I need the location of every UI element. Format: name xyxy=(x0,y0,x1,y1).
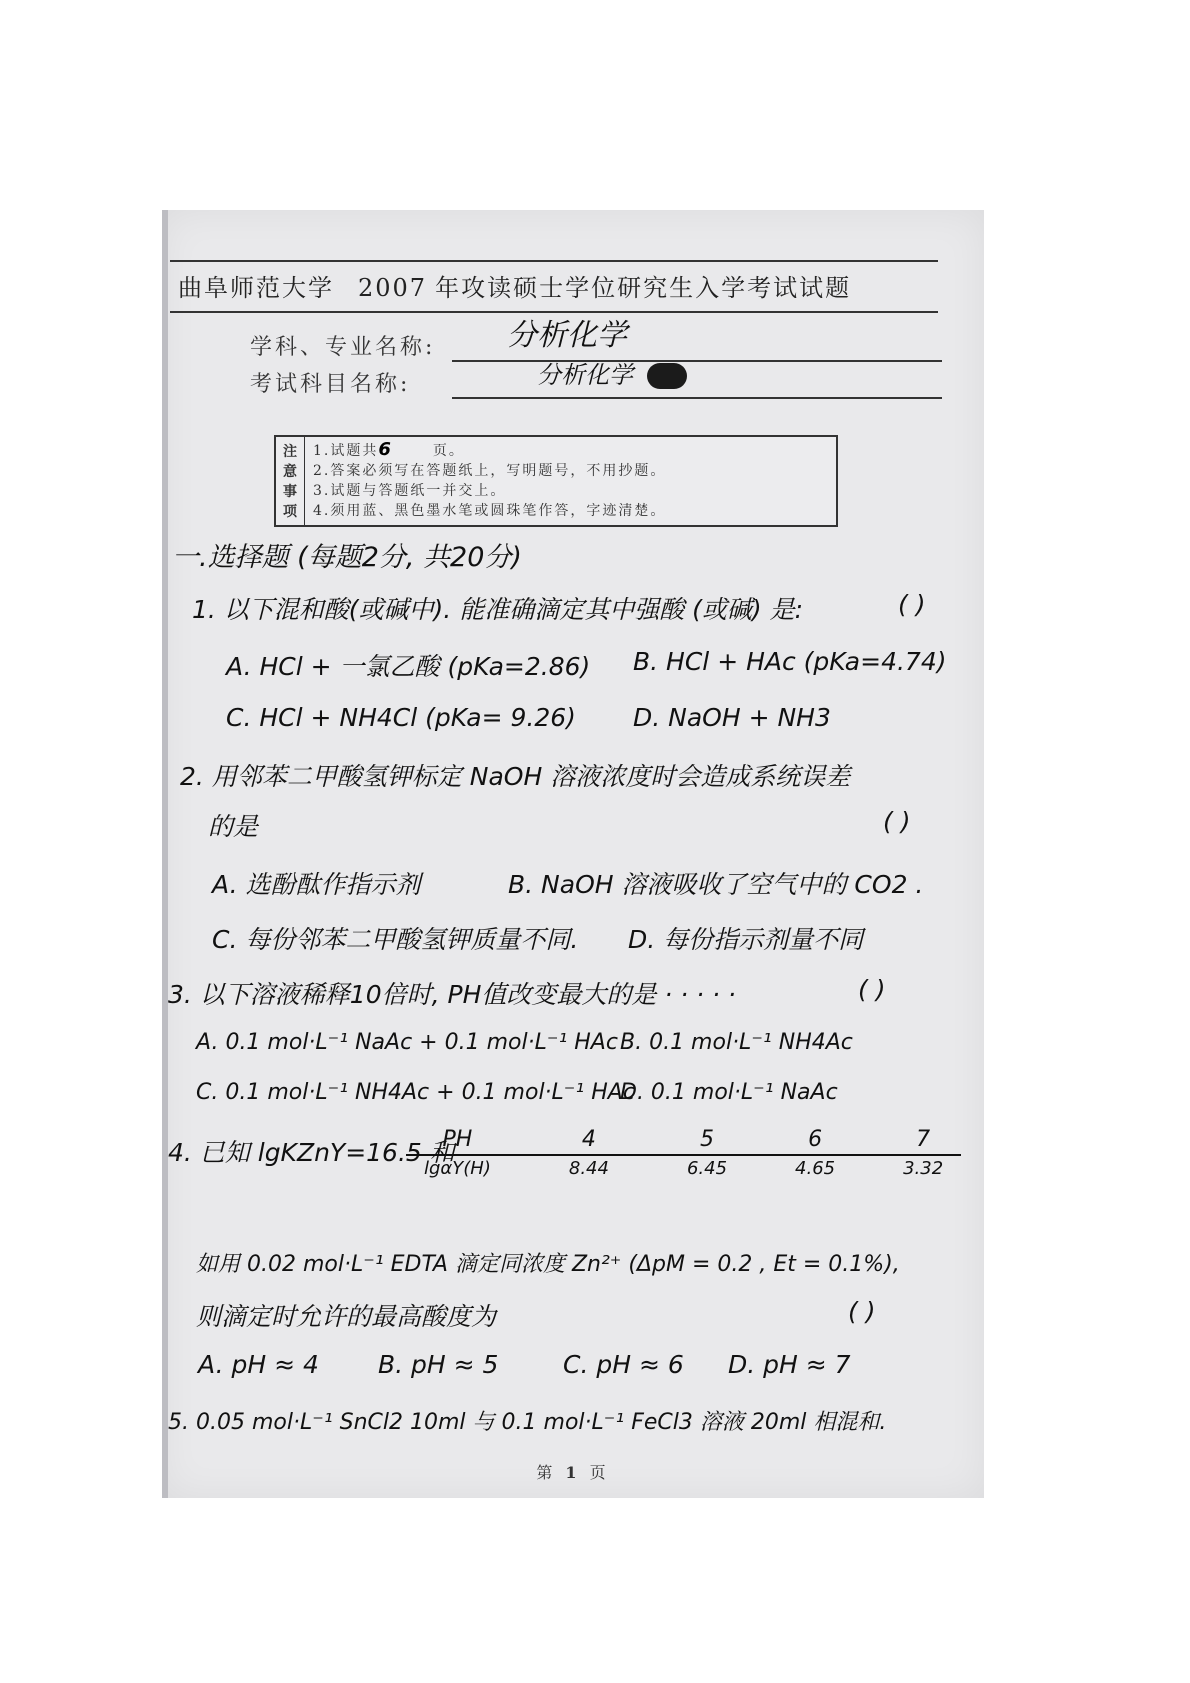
note-item-1 xyxy=(313,440,828,461)
q4-table-value-cell: lgαY(H) xyxy=(424,1158,491,1179)
q4-table-head-row xyxy=(406,1125,961,1155)
section-title: 一.选择题 (每题2分, 共20分) xyxy=(172,542,522,573)
q4-answer-paren: ( ) xyxy=(848,1297,876,1326)
q2-option-b: B. NaOH 溶液吸收了空气中的 CO2 . xyxy=(508,870,924,899)
q4-table-value-cell: 3.32 xyxy=(903,1158,944,1179)
q3-answer-paren: ( ) xyxy=(858,975,886,1004)
q2-answer-paren: ( ) xyxy=(883,807,911,836)
q2-stem-line2: 的是 xyxy=(208,812,259,841)
university-name: 曲阜师范大学 xyxy=(178,274,334,302)
notes-items xyxy=(305,437,836,525)
exam-sheet xyxy=(162,210,984,1498)
notes-label-char: 意 xyxy=(283,464,297,480)
sheet-edge xyxy=(162,210,168,1498)
q4-line2: 如用 0.02 mol·L⁻¹ EDTA 滴定同浓度 Zn²⁺ (ΔpM = 0.2 , Et = 0.1%), xyxy=(196,1252,900,1277)
q3-option-c: C. 0.1 mol·L⁻¹ NH4Ac + 0.1 mol·L⁻¹ HAc xyxy=(196,1080,635,1105)
note-item-3: 3.试题与答题纸一并交上。 xyxy=(313,483,507,499)
note-1-count: 6 xyxy=(378,439,393,460)
subject-value: 分析化学 xyxy=(537,361,633,389)
exam-header xyxy=(170,260,938,313)
note-item-4: 4.须用蓝、黑色墨水笔或圆珠笔作答，字迹清楚。 xyxy=(313,503,667,519)
q2-stem-line1: 2. 用邻苯二甲酸氢钾标定 NaOH 溶液浓度时会造成系统误差 xyxy=(180,762,851,791)
q2-option-c: C. 每份邻苯二甲酸氢钾质量不同. xyxy=(212,925,579,954)
exam-title: 年攻读硕士学位研究生入学考试试题 xyxy=(435,274,852,302)
q4-option-b: B. pH ≈ 5 xyxy=(378,1350,499,1379)
major-value: 分析化学 xyxy=(507,318,627,353)
footer-prefix: 第 xyxy=(536,1463,557,1482)
q1-option-c: C. HCl + NH4Cl (pKa= 9.26) xyxy=(226,703,576,732)
note-1-prefix: 1.试题共 xyxy=(313,443,379,459)
q4-option-c: C. pH ≈ 6 xyxy=(563,1350,684,1379)
q2-option-a: A. 选酚酞作指示剂 xyxy=(212,870,421,899)
q4-option-a: A. pH ≈ 4 xyxy=(198,1350,319,1379)
note-item-2: 2.答案必须写在答题纸上，写明题号，不用抄题。 xyxy=(313,463,667,479)
page-footer xyxy=(162,1460,984,1483)
q1-option-d: D. NaOH + NH3 xyxy=(633,703,831,732)
q2-option-d: D. 每份指示剂量不同 xyxy=(628,925,864,954)
q4-option-d: D. pH ≈ 7 xyxy=(728,1350,851,1379)
q1-answer-paren: ( ) xyxy=(898,590,926,619)
q5-stem: 5. 0.05 mol·L⁻¹ SnCl2 10ml 与 0.1 mol·L⁻¹ FeCl3 溶液 20ml 相混和. xyxy=(168,1410,887,1435)
q3-option-d: D. 0.1 mol·L⁻¹ NaAc xyxy=(620,1080,838,1105)
major-label: 学科、专业名称: xyxy=(250,335,436,360)
q4-table-head-cell: 7 xyxy=(853,1125,961,1155)
q4-table-value-cell: 4.65 xyxy=(795,1158,836,1179)
q4-table-head-cell: 6 xyxy=(745,1125,853,1155)
page-number: 1 xyxy=(565,1463,581,1482)
q4-table-head-cell: 4 xyxy=(509,1125,627,1155)
q4-stem: 4. 已知 lgKZnY=16.5 和 xyxy=(168,1138,455,1167)
q3-option-b: B. 0.1 mol·L⁻¹ NH4Ac xyxy=(620,1030,853,1055)
exam-year: 2007 xyxy=(358,274,428,302)
footer-suffix: 页 xyxy=(589,1463,610,1482)
note-1-suffix: 页。 xyxy=(432,443,465,459)
q3-option-a: A. 0.1 mol·L⁻¹ NaAc + 0.1 mol·L⁻¹ HAc xyxy=(196,1030,618,1055)
q4-table-head-cell: 5 xyxy=(627,1125,745,1155)
notes-label xyxy=(276,437,305,525)
q3-stem: 3. 以下溶液稀释10倍时, PH值改变最大的是 · · · · · xyxy=(168,980,736,1009)
notes-label-char: 项 xyxy=(283,504,297,520)
q4-table-value-cell: 8.44 xyxy=(568,1158,609,1179)
q4-ph-table xyxy=(406,1125,961,1181)
q4-table-value-cell: 6.45 xyxy=(686,1158,728,1179)
ink-blot xyxy=(647,363,687,389)
subject-label: 考试科目名称: xyxy=(250,372,411,397)
q4-table-value-row xyxy=(406,1155,961,1181)
q1-option-b: B. HCl + HAc (pKa=4.74) xyxy=(633,647,947,676)
notes-label-char: 事 xyxy=(283,484,297,500)
q4-table-head-cell: PH xyxy=(406,1125,509,1155)
q1-stem: 1. 以下混和酸(或碱中). 能准确滴定其中强酸 (或碱) 是: xyxy=(192,595,804,624)
q4-line3: 则滴定时允许的最高酸度为 xyxy=(196,1302,497,1331)
subject-underline xyxy=(452,397,942,399)
subject-value-wrap xyxy=(537,355,687,390)
notes-label-char: 注 xyxy=(283,444,297,460)
major-underline xyxy=(452,360,942,362)
q1-option-a: A. HCl + 一氯乙酸 (pKa=2.86) xyxy=(226,652,591,681)
notes-box xyxy=(274,435,838,527)
